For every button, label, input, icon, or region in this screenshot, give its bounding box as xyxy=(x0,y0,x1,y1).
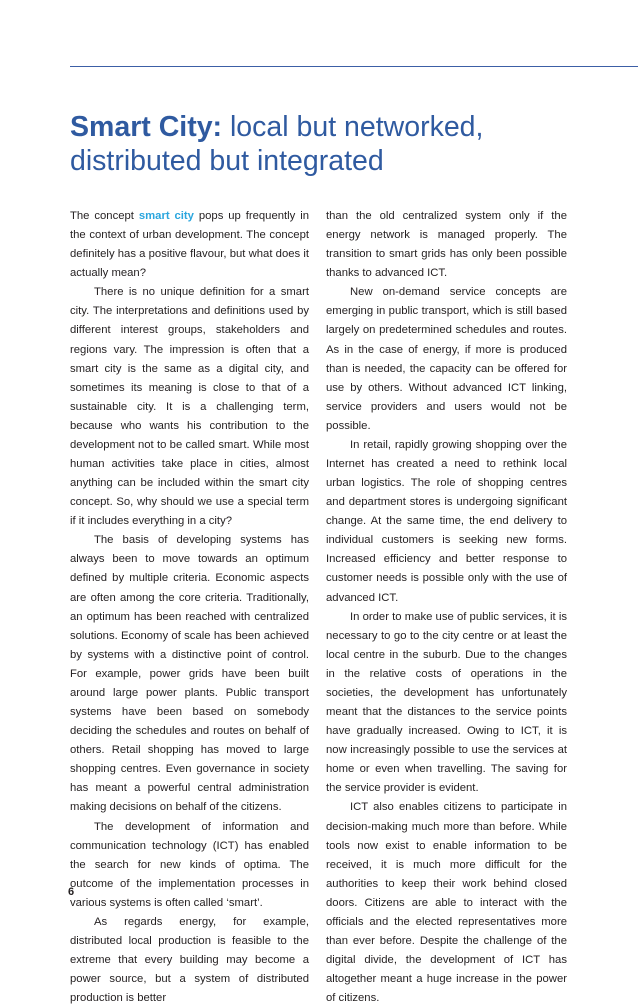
left-column xyxy=(70,207,309,1008)
paragraph: There is no unique definition for a smart city. The interpretations and definitions used by different interest groups, stakeholders and regions vary. The impression is often that a smart city is the same as a digital city, and sometimes its meaning is close to that of a sustainable city. It is a challenging term, because who wants his contribution to the development not to be called smart. While most human activities take place in cities, almost anything can be included within the smart city concept. So, why should we use a special term if it includes everything in a city? xyxy=(70,286,309,528)
intro-paragraph xyxy=(70,207,309,283)
highlight-smart-city: smart city xyxy=(138,210,194,222)
paragraph: New on-demand service concepts are emerging in public transport, which is still based largely on predetermined schedules and routes. As in the case of energy, if more is produced than is needed, the capacity can be offered for use by others. Without advanced ICT linking, service providers and users would not be possible. xyxy=(326,286,567,432)
paragraph: As regards energy, for example, distributed local production is feasible to the extreme that every building may become a power source, but a system of distributed production is better xyxy=(70,915,309,1005)
page-title xyxy=(70,110,610,178)
paragraph: The development of information and communication technology (ICT) has enabled the search for new kinds of optima. The outcome of the implementation processes in various systems is often called ‘smart’. xyxy=(70,820,309,909)
paragraph: The basis of developing systems has always been to move towards an optimum defined by multiple criteria. Economic aspects are often among the core criteria. Traditionally, an optimum has been reached with centralized solutions. Economy of scale has been achieved by systems with a distinctive point of control. For example, power grids have been built around large power plants. Public transport systems have been based on somebody deciding the schedules and routes on behalf of others. Retail shopping has moved to large shopping centres. Even governance in society has meant a powerful central administration making decisions on behalf of the citizens. xyxy=(70,534,309,814)
paragraph: ICT also enables citizens to participate in decision-making much more than before. While tools now exist to enable information to be received, it is much more difficult for the authorities to keep their work behind closed doors. Citizens are able to interact with the officials and the elected representatives more than ever before. Despite the challenge of the digital divide, the development of ICT has altogether meant a huge increase in the power of citizens. xyxy=(326,801,567,1005)
title-bold: Smart City: xyxy=(70,111,223,143)
right-column xyxy=(326,207,567,1008)
continuation-paragraph: than the old centralized system only if the energy network is managed properly. The transition to smart grids has only been possible thanks to advanced ICT. xyxy=(326,210,567,280)
paragraph: In retail, rapidly growing shopping over the Internet has created a need to rethink local urban logistics. The role of shopping centres and department stores is undergoing significant change. At the same time, the end delivery to individual customers is seeking new forms. Increased efficiency and better response to customer needs is possible only with the use of advanced ICT. xyxy=(326,438,567,604)
paragraph: In order to make use of public services, it is necessary to go to the city centre or at least the local centre in the suburb. Due to the changes in the relative costs of operations in the societies, the development has unfortunately meant that the distances to the service points have gradually increased. Owing to ICT, it is now increasingly possible to use the services at home or even when travelling. The saving for the service provider is evident. xyxy=(326,610,567,795)
page-number: 6 xyxy=(68,886,75,898)
intro-before: The concept xyxy=(70,210,139,222)
title-rest: local but networked, distributed but integrated xyxy=(70,111,484,177)
intro-after: pops up frequently in the context of urban development. The concept definitely has a positive flavour, but what does it actually mean? xyxy=(70,210,310,280)
top-rule xyxy=(70,66,638,67)
